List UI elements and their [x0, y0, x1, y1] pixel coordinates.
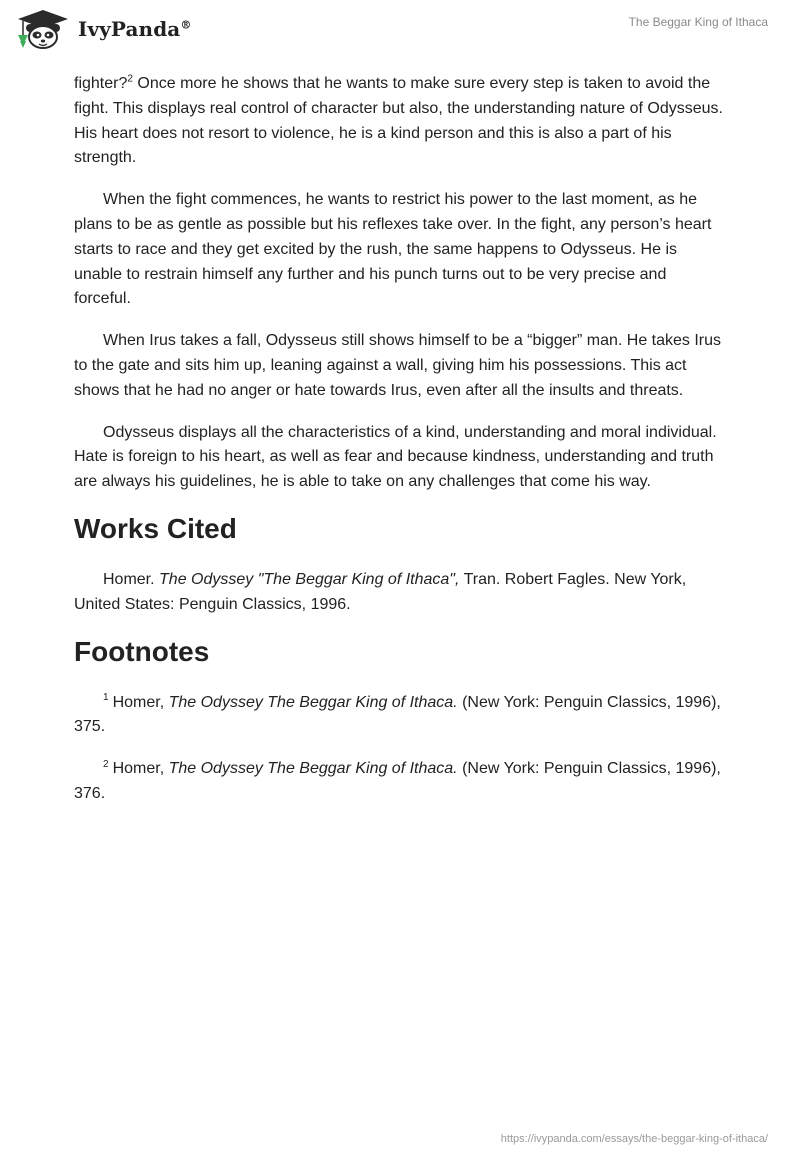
page-header [0, 0, 800, 64]
paragraph-4: Odysseus displays all the characteristics of a kind, understanding and moral individual. Hate is foreign to his heart, as well as fear and because kindness, understanding and truth are always his guidelines, he is able to take on any challenges that come his way. [74, 423, 717, 491]
footnotes-heading: Footnotes [74, 635, 210, 667]
document-title: The Beggar King of Ithaca [628, 15, 768, 29]
panda-graduate-icon [14, 8, 72, 50]
citation-details: Tran. Robert Fagles. New York, United States: Penguin Classics, 1996. [74, 570, 687, 613]
source-url-link[interactable]: https://ivypanda.com/essays/the-beggar-king-of-ithaca/ [500, 1133, 768, 1145]
footnote-details: (New York: Penguin Classics, 1996), 376. [74, 760, 721, 802]
paragraph-1-text: Once more he shows that he wants to make sure every step is taken to avoid the fight. This displays real control of character but also, the understanding nature of Odysseus. His heart does not resort to violence, he is a kind person and this is also a part of his strength. [74, 75, 723, 167]
footnote-ref-2[interactable]: 2 [127, 73, 133, 85]
footnote-lead: Homer, [112, 693, 169, 711]
registered-mark: ® [180, 18, 192, 32]
footnote-1 [74, 691, 726, 741]
brand-logo[interactable] [14, 8, 191, 50]
footnote-details: (New York: Penguin Classics, 1996), 375. [74, 693, 721, 736]
works-cited-heading: Works Cited [74, 512, 237, 544]
footnote-title: The Odyssey The Beggar King of Ithaca. [168, 693, 458, 711]
paragraph-3: When Irus takes a fall, Odysseus still shows himself to be a “bigger” man. He takes Irus to the gate and sits him up, leaning against a wall, giving him his possessions. This act shows that he had no anger or hate towards Irus, even after all the insults and threats. [74, 332, 722, 399]
footnote-2 [74, 757, 726, 807]
brand-name: IvyPanda® [78, 17, 192, 41]
citation-author: Homer. [103, 570, 160, 588]
footnote-title: The Odyssey The Beggar King of Ithaca. [168, 760, 458, 778]
paragraph-1 [74, 72, 726, 171]
footnote-number: 1 [103, 692, 109, 704]
citation-title: The Odyssey "The Beggar King of Ithaca", [159, 570, 460, 588]
essay-content [74, 72, 726, 824]
footnote-lead: Homer, [112, 760, 169, 778]
citation-entry [74, 568, 726, 618]
paragraph-1-lead: fighter? [74, 75, 128, 92]
paragraph-2: When the fight commences, he wants to restrict his power to the last moment, as he plans to be as gentle as possible but his reflexes take over. In the fight, any person’s heart starts to race and they get excited by the rush, the same happens to Odysseus. He is unable to restrain himself any further and his punch turns out to be very precise and forceful. [74, 191, 712, 308]
footnote-number: 2 [103, 758, 109, 770]
